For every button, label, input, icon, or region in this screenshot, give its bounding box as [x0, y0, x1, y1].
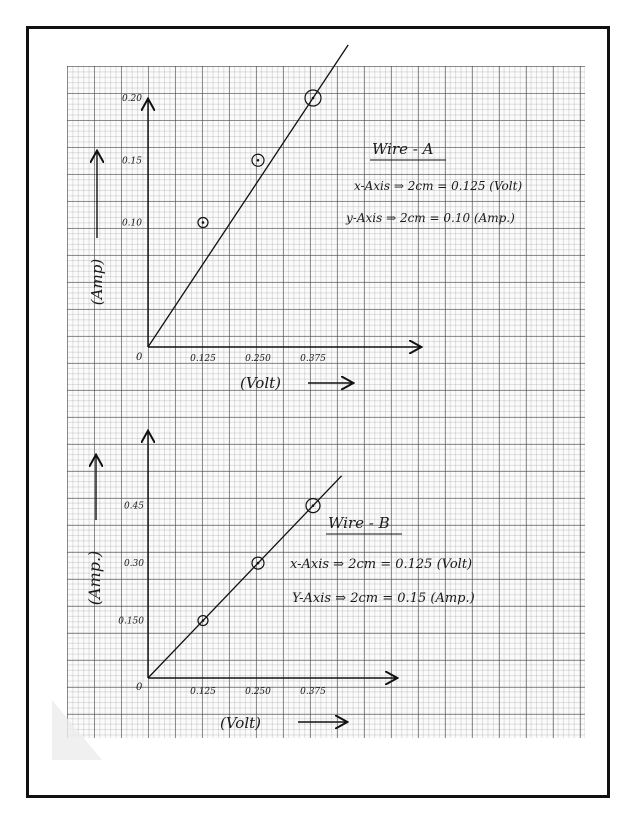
scale-y-a: y-Axis ⇒ 2cm = 0.10 (Amp.): [346, 211, 515, 225]
x-axis-label-a: (Volt): [240, 374, 282, 392]
x-tick-label-a: 0.250: [245, 354, 271, 364]
data-point-dot: [202, 221, 205, 224]
x-tick-label-a: 0.125: [190, 354, 216, 364]
x-axis-label-b: (Volt): [220, 714, 262, 732]
best-fit-line-a: [148, 45, 348, 347]
data-point-dot: [312, 504, 315, 507]
data-point-dot: [312, 97, 315, 100]
data-point-dot: [257, 159, 260, 162]
x-tick-label-b: 0.375: [300, 687, 326, 697]
y-axis-label-a: (Amp): [88, 258, 106, 306]
y-tick-label-a: 0.20: [121, 94, 142, 104]
origin-label-a: 0: [136, 352, 143, 363]
scale-x-b: x-Axis ⇒ 2cm = 0.125 (Volt): [290, 557, 473, 572]
chart-title-b: Wire - B: [328, 514, 390, 532]
y-tick-label-a: 0.10: [121, 218, 142, 229]
scale-y-b: Y-Axis ⇒ 2cm = 0.15 (Amp.): [292, 591, 475, 606]
chart-wire-b: [85, 432, 475, 732]
y-tick-label-b: 0.150: [118, 616, 144, 627]
x-tick-label-b: 0.250: [245, 687, 271, 697]
chart-title-a: Wire - A: [372, 140, 434, 158]
y-tick-label-a: 0.15: [121, 156, 142, 167]
y-tick-label-b: 0.45: [123, 501, 144, 512]
x-tick-label-a: 0.375: [300, 354, 326, 364]
origin-label-b: 0: [136, 682, 143, 693]
y-tick-label-b: 0.30: [123, 559, 144, 570]
data-point-dot: [257, 562, 260, 565]
scale-x-a: x-Axis ⇒ 2cm = 0.125 (Volt): [354, 179, 523, 193]
y-axis-label-b: (Amp.): [85, 550, 104, 606]
chart-wire-a: [88, 45, 522, 392]
data-point-dot: [202, 619, 205, 622]
x-tick-label-b: 0.125: [190, 687, 216, 697]
